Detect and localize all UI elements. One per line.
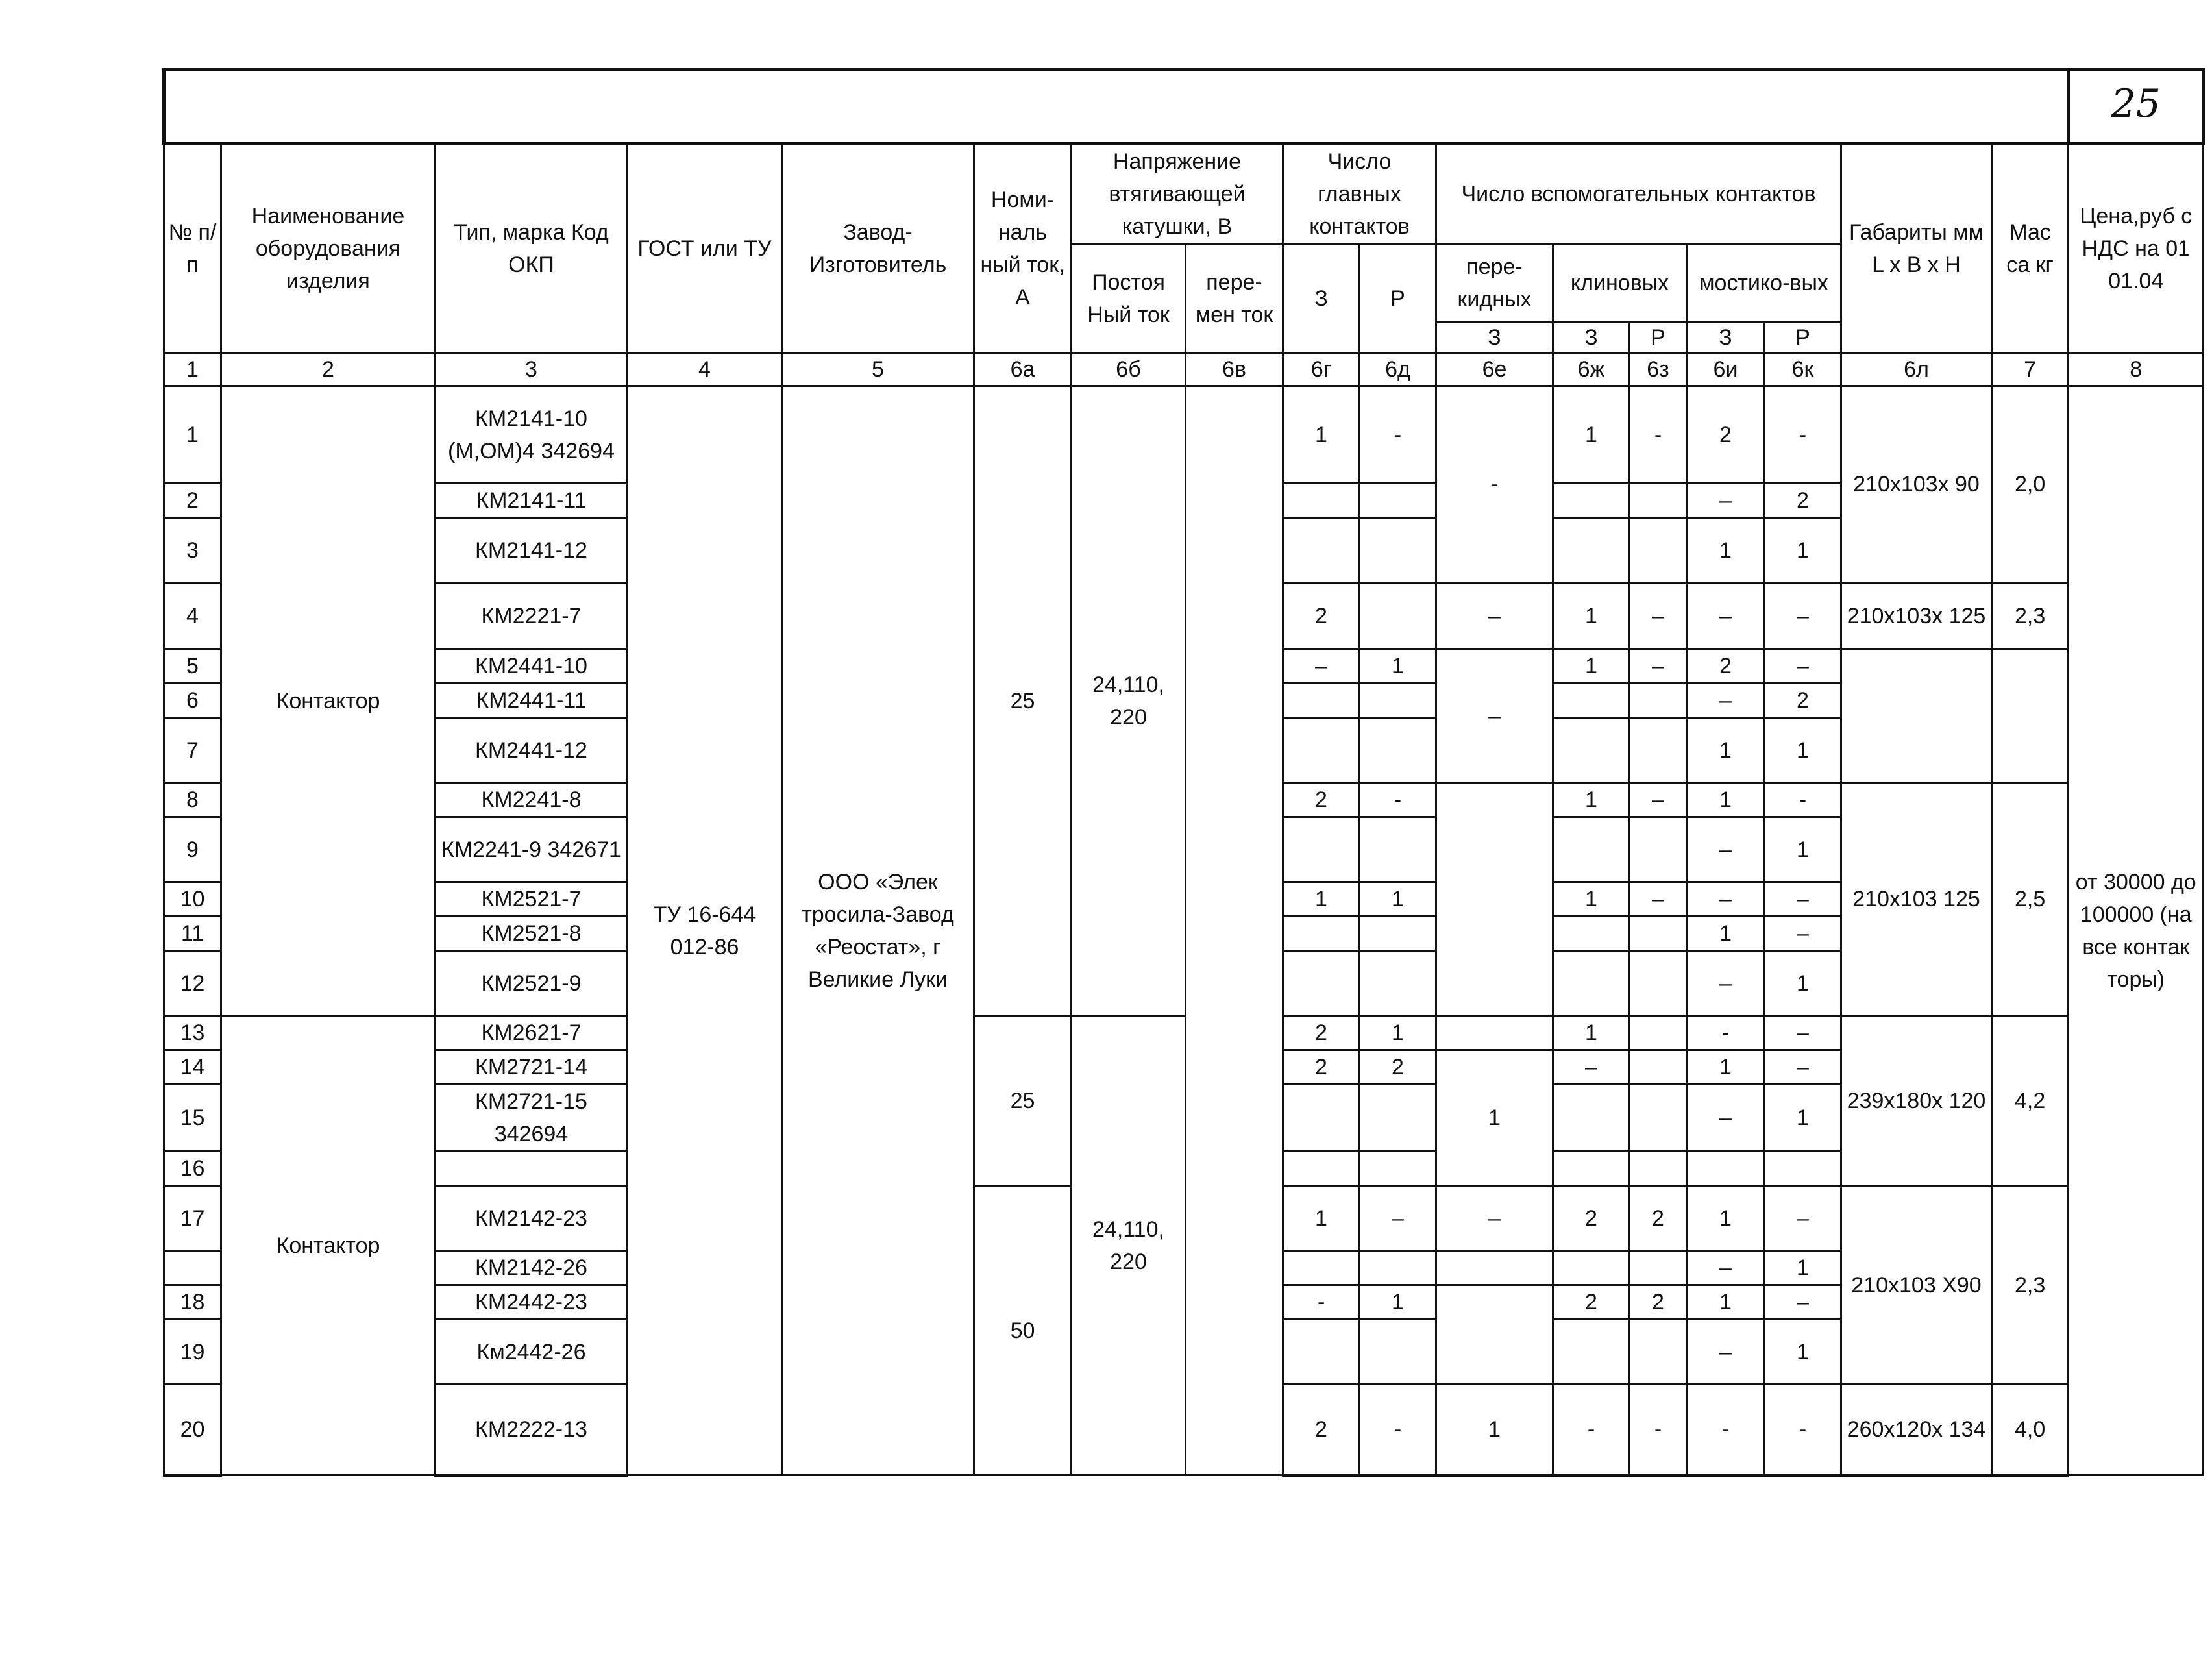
main-contacts-r xyxy=(1360,951,1436,1016)
aux-wedge-z xyxy=(1553,484,1630,518)
aux-bridge-z: 1 xyxy=(1687,518,1765,583)
aux-wedge-z: 2 xyxy=(1553,1186,1630,1251)
mass xyxy=(1992,649,2069,783)
row-number: 17 xyxy=(164,1186,221,1251)
row-number: 4 xyxy=(164,583,221,649)
mass: 2,5 xyxy=(1992,783,2069,1016)
aux-cross-z: 1 xyxy=(1436,1385,1553,1476)
hdr-gost: ГОСТ или ТУ xyxy=(628,144,782,353)
aux-bridge-z: – xyxy=(1687,484,1765,518)
aux-bridge-r: – xyxy=(1765,917,1841,951)
type-code: КМ2142-26 xyxy=(436,1251,628,1285)
rated-current: 50 xyxy=(974,1186,1072,1476)
row-number: 10 xyxy=(164,882,221,917)
aux-bridge-z: – xyxy=(1687,684,1765,718)
aux-wedge-r xyxy=(1630,1320,1687,1385)
hdr-voltage-dc: Постоя Ный ток xyxy=(1072,244,1186,353)
type-code: КМ2441-12 xyxy=(436,718,628,783)
table-row xyxy=(164,386,2204,484)
aux-wedge-r: 2 xyxy=(1630,1285,1687,1320)
type-code: КМ2441-10 xyxy=(436,649,628,684)
main-contacts-z: 2 xyxy=(1283,783,1360,817)
col-number: 6з xyxy=(1630,353,1687,386)
main-contacts-r: - xyxy=(1360,783,1436,817)
hdr-main-z: З xyxy=(1283,244,1360,353)
aux-wedge-r: – xyxy=(1630,649,1687,684)
main-contacts-r: 1 xyxy=(1360,882,1436,917)
manufacturer: ООО «Элек тросила-Завод «Реостат», г Великие Луки xyxy=(782,386,974,1476)
main-contacts-z xyxy=(1283,817,1360,882)
main-contacts-r: 1 xyxy=(1360,1285,1436,1320)
row-number: 13 xyxy=(164,1016,221,1050)
row-number: 3 xyxy=(164,518,221,583)
main-contacts-z: 2 xyxy=(1283,1050,1360,1085)
hdr-voltage: Напряжение втягивающей катушки, В xyxy=(1072,144,1283,244)
aux-wedge-r xyxy=(1630,1251,1687,1285)
aux-wedge-z xyxy=(1553,1152,1630,1186)
col-number: 6д xyxy=(1360,353,1436,386)
main-contacts-z xyxy=(1283,1085,1360,1152)
aux-bridge-z: - xyxy=(1687,1385,1765,1476)
aux-wedge-z xyxy=(1553,817,1630,882)
dimensions xyxy=(1841,649,1992,783)
row-number: 14 xyxy=(164,1050,221,1085)
aux-bridge-z xyxy=(1687,1152,1765,1186)
col-number: 1 xyxy=(164,353,221,386)
type-code: КМ2521-9 xyxy=(436,951,628,1016)
aux-bridge-z: 1 xyxy=(1687,783,1765,817)
dimensions: 210x103x 90 xyxy=(1841,386,1992,583)
hdr-num: № п/п xyxy=(164,144,221,353)
type-code: КМ2222-13 xyxy=(436,1385,628,1476)
aux-cross-z: - xyxy=(1436,386,1553,583)
aux-bridge-r: – xyxy=(1765,882,1841,917)
mass: 2,3 xyxy=(1992,1186,2069,1385)
aux-wedge-z: 1 xyxy=(1553,783,1630,817)
header-row-1 xyxy=(164,144,2204,244)
aux-wedge-z: – xyxy=(1553,1050,1630,1085)
main-contacts-r xyxy=(1360,484,1436,518)
main-contacts-r xyxy=(1360,1251,1436,1285)
aux-bridge-z: – xyxy=(1687,951,1765,1016)
main-contacts-z xyxy=(1283,951,1360,1016)
row-number: 15 xyxy=(164,1085,221,1152)
hdr-price: Цена,руб с НДС на 01 01.04 xyxy=(2069,144,2204,353)
aux-wedge-z xyxy=(1553,1320,1630,1385)
type-code: КМ2141-12 xyxy=(436,518,628,583)
col-number: 6к xyxy=(1765,353,1841,386)
aux-bridge-r: 2 xyxy=(1765,684,1841,718)
main-contacts-z: 2 xyxy=(1283,1385,1360,1476)
aux-wedge-r xyxy=(1630,951,1687,1016)
main-contacts-r: - xyxy=(1360,386,1436,484)
aux-wedge-r xyxy=(1630,817,1687,882)
aux-cross-z xyxy=(1436,1285,1553,1385)
main-contacts-r xyxy=(1360,684,1436,718)
aux-wedge-z xyxy=(1553,951,1630,1016)
aux-wedge-r xyxy=(1630,1016,1687,1050)
aux-bridge-z: 1 xyxy=(1687,1285,1765,1320)
col-number: 7 xyxy=(1992,353,2069,386)
banner-row xyxy=(164,69,2204,144)
col-number: 6е xyxy=(1436,353,1553,386)
col-number: 6г xyxy=(1283,353,1360,386)
row-number: 2 xyxy=(164,484,221,518)
aux-wedge-r xyxy=(1630,518,1687,583)
type-code: КМ2621-7 xyxy=(436,1016,628,1050)
main-contacts-r xyxy=(1360,518,1436,583)
aux-wedge-z xyxy=(1553,718,1630,783)
main-contacts-z xyxy=(1283,917,1360,951)
equipment-name: Контактор xyxy=(221,1016,436,1476)
row-number: 8 xyxy=(164,783,221,817)
main-contacts-z xyxy=(1283,1320,1360,1385)
hdr-aux-contacts: Число вспомогательных контактов xyxy=(1436,144,1841,244)
aux-wedge-r xyxy=(1630,1050,1687,1085)
row-number: 16 xyxy=(164,1152,221,1186)
aux-bridge-r: 1 xyxy=(1765,718,1841,783)
aux-wedge-r: - xyxy=(1630,1385,1687,1476)
type-code: КМ2721-15 342694 xyxy=(436,1085,628,1152)
hdr-aux-bridge: мостико-вых xyxy=(1687,244,1841,323)
hdr-aux-bridge-r: Р xyxy=(1765,323,1841,353)
main-contacts-r: 1 xyxy=(1360,1016,1436,1050)
main-contacts-r: 2 xyxy=(1360,1050,1436,1085)
hdr-aux-wedge-z: З xyxy=(1553,323,1630,353)
hdr-aux-bridge-z: З xyxy=(1687,323,1765,353)
main-contacts-z: – xyxy=(1283,649,1360,684)
aux-bridge-r: – xyxy=(1765,1050,1841,1085)
type-code: КМ2521-8 xyxy=(436,917,628,951)
aux-bridge-r: - xyxy=(1765,783,1841,817)
mass: 2,3 xyxy=(1992,583,2069,649)
equipment-table xyxy=(162,68,2205,1477)
aux-wedge-z: 1 xyxy=(1553,386,1630,484)
aux-wedge-z: - xyxy=(1553,1385,1630,1476)
aux-wedge-r xyxy=(1630,917,1687,951)
aux-bridge-r: – xyxy=(1765,1186,1841,1251)
aux-bridge-z: 1 xyxy=(1687,718,1765,783)
page-number-cell xyxy=(2069,69,2204,144)
col-number: 6б xyxy=(1072,353,1186,386)
dimensions: 260x120x 134 xyxy=(1841,1385,1992,1476)
type-code: КМ2142-23 xyxy=(436,1186,628,1251)
hdr-name: Наименование оборудования изделия xyxy=(221,144,436,353)
aux-bridge-z: – xyxy=(1687,817,1765,882)
hdr-mass: Мас са кг xyxy=(1992,144,2069,353)
row-number: 19 xyxy=(164,1320,221,1385)
mass: 2,0 xyxy=(1992,386,2069,583)
aux-wedge-r: – xyxy=(1630,882,1687,917)
hdr-dims: Габариты мм L x B x H xyxy=(1841,144,1992,353)
type-code: КМ2521-7 xyxy=(436,882,628,917)
main-contacts-z: - xyxy=(1283,1285,1360,1320)
aux-wedge-z: 1 xyxy=(1553,649,1630,684)
aux-wedge-z: 1 xyxy=(1553,583,1630,649)
aux-wedge-r: - xyxy=(1630,386,1687,484)
col-number: 6в xyxy=(1186,353,1283,386)
aux-wedge-z: 2 xyxy=(1553,1285,1630,1320)
aux-bridge-r: 1 xyxy=(1765,951,1841,1016)
row-number: 20 xyxy=(164,1385,221,1476)
type-code: КМ2441-11 xyxy=(436,684,628,718)
hdr-aux-cross-z: З xyxy=(1436,323,1553,353)
aux-wedge-z xyxy=(1553,917,1630,951)
aux-bridge-z: 1 xyxy=(1687,1050,1765,1085)
type-code: КМ2442-23 xyxy=(436,1285,628,1320)
aux-bridge-r: – xyxy=(1765,583,1841,649)
main-contacts-z xyxy=(1283,1251,1360,1285)
coil-voltage-dc: 24,110, 220 xyxy=(1072,386,1186,1016)
main-contacts-r xyxy=(1360,1152,1436,1186)
col-number: 3 xyxy=(436,353,628,386)
table-body xyxy=(164,386,2204,1476)
aux-wedge-r: – xyxy=(1630,783,1687,817)
aux-bridge-z: 1 xyxy=(1687,1186,1765,1251)
row-number xyxy=(164,1251,221,1285)
aux-bridge-z: – xyxy=(1687,1320,1765,1385)
aux-bridge-z: 2 xyxy=(1687,649,1765,684)
gost-spec: ТУ 16-644 012-86 xyxy=(628,386,782,1476)
aux-wedge-r: – xyxy=(1630,583,1687,649)
type-code: КМ2241-9 342671 xyxy=(436,817,628,882)
hdr-type: Тип, марка Код ОКП xyxy=(436,144,628,353)
aux-bridge-r: 1 xyxy=(1765,1251,1841,1285)
main-contacts-z xyxy=(1283,684,1360,718)
row-number: 11 xyxy=(164,917,221,951)
equipment-name: Контактор xyxy=(221,386,436,1016)
column-numbers-row xyxy=(164,353,2204,386)
dimensions: 239x180x 120 xyxy=(1841,1016,1992,1186)
aux-bridge-r: - xyxy=(1765,1385,1841,1476)
aux-cross-z xyxy=(1436,1251,1553,1285)
aux-cross-z: – xyxy=(1436,649,1553,783)
col-number: 6а xyxy=(974,353,1072,386)
row-number: 18 xyxy=(164,1285,221,1320)
aux-bridge-r: 1 xyxy=(1765,1085,1841,1152)
aux-bridge-r: – xyxy=(1765,1016,1841,1050)
hdr-plant: Завод-Изготовитель xyxy=(782,144,974,353)
row-number: 6 xyxy=(164,684,221,718)
main-contacts-z xyxy=(1283,1152,1360,1186)
type-code: КМ2141-10 (М,ОМ)4 342694 xyxy=(436,386,628,484)
dimensions: 210x103x 125 xyxy=(1841,583,1992,649)
aux-wedge-z xyxy=(1553,1085,1630,1152)
aux-wedge-z: 1 xyxy=(1553,1016,1630,1050)
type-code: КМ2241-8 xyxy=(436,783,628,817)
aux-wedge-r xyxy=(1630,1085,1687,1152)
aux-bridge-z: 1 xyxy=(1687,917,1765,951)
col-number: 6л xyxy=(1841,353,1992,386)
coil-voltage-dc: 24,110, 220 xyxy=(1072,1016,1186,1476)
aux-wedge-z xyxy=(1553,518,1630,583)
type-code: Км2442-26 xyxy=(436,1320,628,1385)
hdr-aux-wedge: клиновых xyxy=(1553,244,1687,323)
main-contacts-z: 2 xyxy=(1283,583,1360,649)
aux-bridge-r: 1 xyxy=(1765,817,1841,882)
aux-bridge-r xyxy=(1765,1152,1841,1186)
aux-wedge-r xyxy=(1630,684,1687,718)
type-code: КМ2221-7 xyxy=(436,583,628,649)
main-contacts-r xyxy=(1360,817,1436,882)
row-number: 5 xyxy=(164,649,221,684)
hdr-voltage-ac: пере-мен ток xyxy=(1186,244,1283,353)
rated-current: 25 xyxy=(974,1016,1072,1186)
aux-bridge-r: 2 xyxy=(1765,484,1841,518)
main-contacts-z: 1 xyxy=(1283,882,1360,917)
main-contacts-r xyxy=(1360,583,1436,649)
col-number: 8 xyxy=(2069,353,2204,386)
aux-wedge-z xyxy=(1553,1251,1630,1285)
type-code: КМ2721-14 xyxy=(436,1050,628,1085)
main-contacts-r xyxy=(1360,1085,1436,1152)
dimensions: 210x103 X90 xyxy=(1841,1186,1992,1385)
aux-bridge-z: – xyxy=(1687,1085,1765,1152)
aux-cross-z xyxy=(1436,1016,1553,1050)
hdr-current: Номи-наль ный ток, А xyxy=(974,144,1072,353)
aux-bridge-z: – xyxy=(1687,1251,1765,1285)
coil-voltage-ac xyxy=(1186,386,1283,1476)
hdr-main-contacts: Число главных контактов xyxy=(1283,144,1436,244)
aux-bridge-r: – xyxy=(1765,649,1841,684)
aux-cross-z: – xyxy=(1436,583,1553,649)
main-contacts-r: 1 xyxy=(1360,649,1436,684)
type-code: КМ2141-11 xyxy=(436,484,628,518)
mass: 4,0 xyxy=(1992,1385,2069,1476)
aux-bridge-z: 2 xyxy=(1687,386,1765,484)
col-number: 6ж xyxy=(1553,353,1630,386)
aux-cross-z: 1 xyxy=(1436,1050,1553,1186)
col-number: 4 xyxy=(628,353,782,386)
main-contacts-z: 2 xyxy=(1283,1016,1360,1050)
main-contacts-r: – xyxy=(1360,1186,1436,1251)
aux-cross-z: – xyxy=(1436,1186,1553,1251)
aux-wedge-r xyxy=(1630,718,1687,783)
main-contacts-r xyxy=(1360,917,1436,951)
aux-bridge-z: - xyxy=(1687,1016,1765,1050)
col-number: 6и xyxy=(1687,353,1765,386)
hdr-aux-wedge-r: Р xyxy=(1630,323,1687,353)
main-contacts-z xyxy=(1283,718,1360,783)
aux-wedge-z xyxy=(1553,684,1630,718)
aux-bridge-r: – xyxy=(1765,1285,1841,1320)
aux-bridge-r: - xyxy=(1765,386,1841,484)
row-number: 1 xyxy=(164,386,221,484)
col-number: 2 xyxy=(221,353,436,386)
row-number: 9 xyxy=(164,817,221,882)
main-contacts-z: 1 xyxy=(1283,386,1360,484)
type-code xyxy=(436,1152,628,1186)
row-number: 12 xyxy=(164,951,221,1016)
aux-wedge-r xyxy=(1630,484,1687,518)
aux-bridge-z: – xyxy=(1687,583,1765,649)
aux-wedge-r: 2 xyxy=(1630,1186,1687,1251)
aux-bridge-r: 1 xyxy=(1765,1320,1841,1385)
aux-cross-z xyxy=(1436,783,1553,1016)
main-contacts-r: - xyxy=(1360,1385,1436,1476)
rated-current: 25 xyxy=(974,386,1072,1016)
main-contacts-z: 1 xyxy=(1283,1186,1360,1251)
hdr-main-r: Р xyxy=(1360,244,1436,353)
main-contacts-r xyxy=(1360,718,1436,783)
aux-bridge-r: 1 xyxy=(1765,518,1841,583)
aux-bridge-z: – xyxy=(1687,882,1765,917)
col-number: 5 xyxy=(782,353,974,386)
page-number: 25 xyxy=(2111,80,2161,127)
main-contacts-r xyxy=(1360,1320,1436,1385)
hdr-aux-cross: пере-кидных xyxy=(1436,244,1553,323)
price: от 30000 до 100000 (на все контак торы) xyxy=(2069,386,2204,1476)
mass: 4,2 xyxy=(1992,1016,2069,1186)
dimensions: 210x103 125 xyxy=(1841,783,1992,1016)
main-contacts-z xyxy=(1283,484,1360,518)
main-contacts-z xyxy=(1283,518,1360,583)
table-row xyxy=(164,1016,2204,1050)
aux-wedge-z: 1 xyxy=(1553,882,1630,917)
row-number: 7 xyxy=(164,718,221,783)
aux-wedge-r xyxy=(1630,1152,1687,1186)
